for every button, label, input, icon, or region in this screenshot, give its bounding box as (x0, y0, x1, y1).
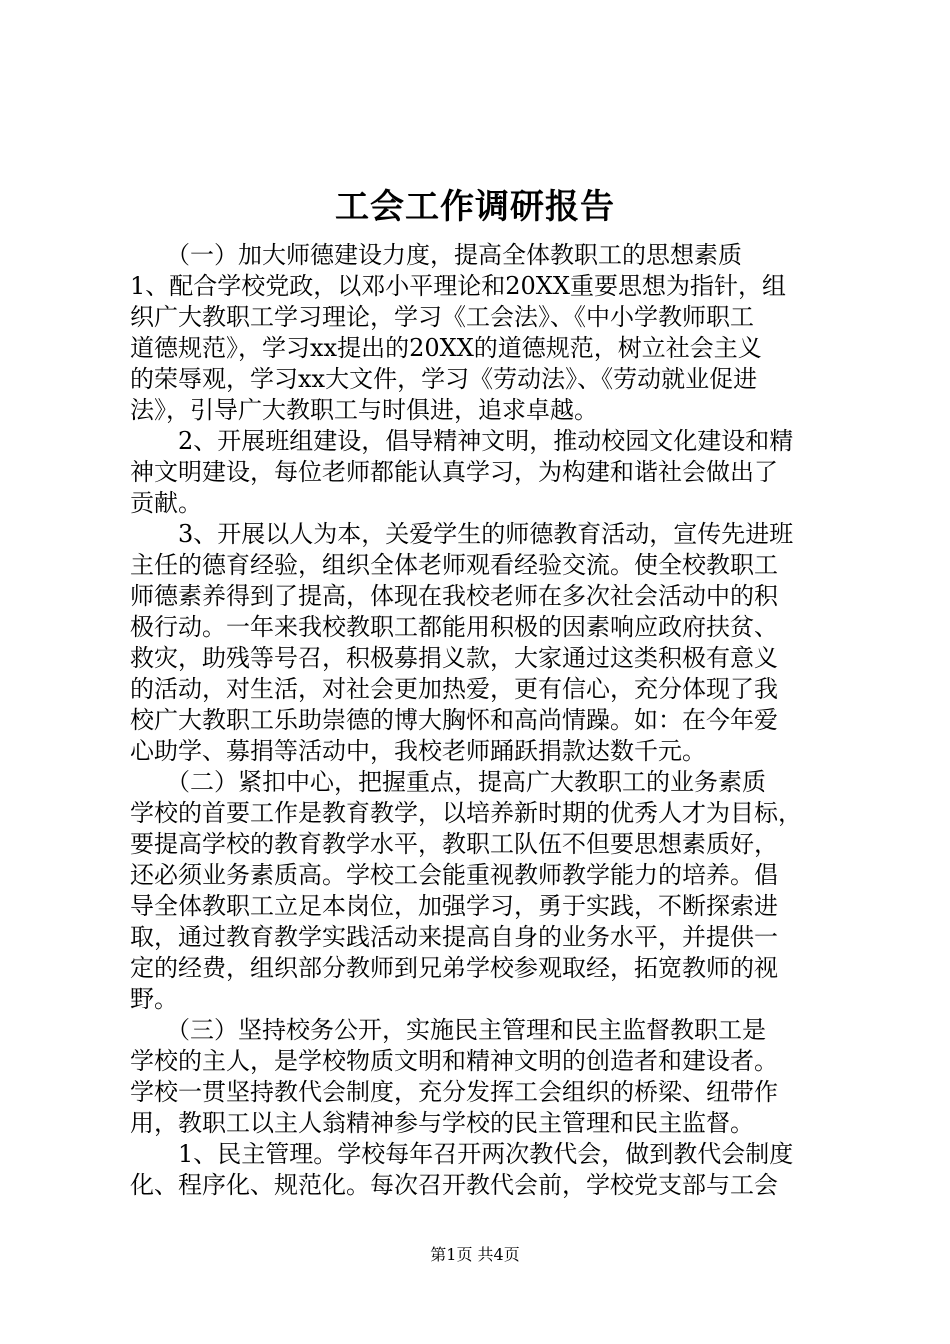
body-line: 织广大教职工学习理论，学习《工会法》、《中小学教师职工 (130, 303, 754, 331)
body-line: 学校的主人，是学校物质文明和精神文明的创造者和建设者。 (130, 1047, 778, 1075)
body-line: 的荣辱观，学习xx大文件，学习《劳动法》、《劳动就业促进 (130, 365, 758, 393)
document-body (130, 240, 830, 1201)
body-line: （三）坚持校务公开，实施民主管理和民主监督教职工是 (130, 1016, 766, 1044)
body-line: 还必须业务素质高。学校工会能重视教师教学能力的培养。倡 (130, 861, 778, 889)
body-line: 校广大教职工乐助崇德的博大胸怀和高尚情躁。如：在今年爱 (130, 706, 778, 734)
body-line: 极行动。一年来我校教职工都能用积极的因素响应政府扶贫、 (130, 613, 778, 641)
body-line: 2、开展班组建设，倡导精神文明，推动校园文化建设和精 (130, 427, 794, 455)
body-line: 化、程序化、规范化。每次召开教代会前，学校党支部与工会 (130, 1171, 778, 1199)
body-line: 1、民主管理。学校每年召开两次教代会，做到教代会制度 (130, 1140, 794, 1168)
body-line: 心助学、募捐等活动中，我校老师踊跃捐款达数千元。 (130, 737, 706, 765)
body-line: 定的经费，组织部分教师到兄弟学校参观取经，拓宽教师的视 (130, 954, 778, 982)
body-line: 法》，引导广大教职工与时俱进，追求卓越。 (130, 396, 598, 424)
body-line: （二）紧扣中心，把握重点，提高广大教职工的业务素质 (130, 768, 766, 796)
body-line: 救灾，助残等号召，积极募捐义款，大家通过这类积极有意义 (130, 644, 778, 672)
page-footer: 第1页 共4页 (430, 1245, 520, 1264)
document-title: 工会工作调研报告 (335, 187, 615, 227)
body-line: 野。 (130, 985, 178, 1013)
body-line: 学校的首要工作是教育教学，以培养新时期的优秀人才为目标， (130, 799, 802, 827)
body-line: 神文明建设，每位老师都能认真学习，为构建和谐社会做出了 (130, 458, 778, 486)
body-line: 取，通过教育教学实践活动来提高自身的业务水平，并提供一 (130, 923, 778, 951)
body-line: 要提高学校的教育教学水平，教职工队伍不但要思想素质好， (130, 830, 778, 858)
body-line: 3、开展以人为本，关爱学生的师德教育活动，宣传先进班 (130, 520, 794, 548)
body-line: 道德规范》，学习xx提出的20XX的道德规范，树立社会主义 (130, 334, 762, 362)
body-line: 的活动，对生活，对社会更加热爱，更有信心，充分体现了我 (130, 675, 778, 703)
body-line: 导全体教职工立足本岗位，加强学习，勇于实践，不断探索进 (130, 892, 778, 920)
body-line: 主任的德育经验，组织全体老师观看经验交流。使全校教职工 (130, 551, 778, 579)
body-line: 师德素养得到了提高，体现在我校老师在多次社会活动中的积 (130, 582, 778, 610)
body-line: 用，教职工以主人翁精神参与学校的民主管理和民主监督。 (130, 1109, 754, 1137)
body-line: （一）加大师德建设力度，提高全体教职工的思想素质 (130, 241, 742, 269)
body-line: 贡献。 (130, 489, 202, 517)
body-line: 1、配合学校党政，以邓小平理论和20XX重要思想为指针，组 (130, 272, 786, 300)
body-line: 学校一贯坚持教代会制度，充分发挥工会组织的桥梁、纽带作 (130, 1078, 778, 1106)
